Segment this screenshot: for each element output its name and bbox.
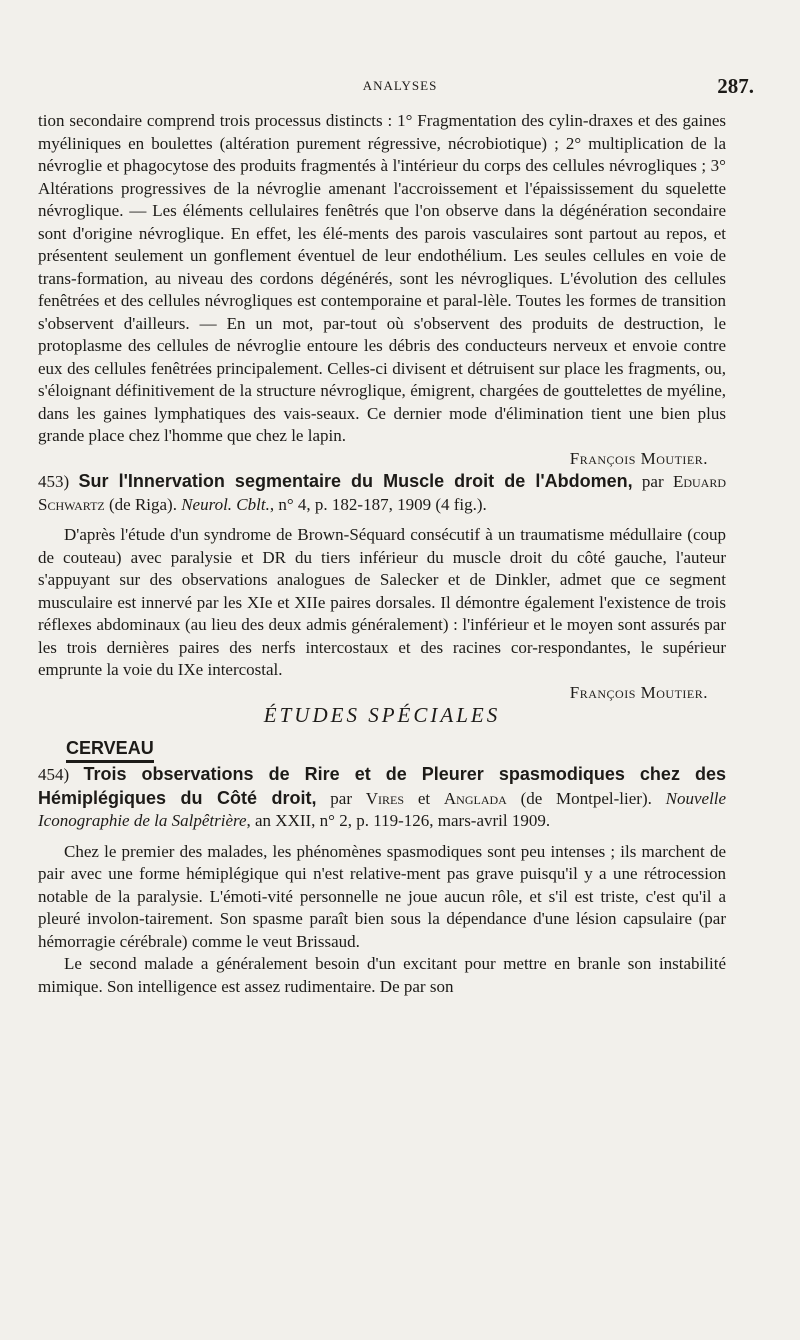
article-and: et [417, 788, 431, 808]
article-reference: , n° 4, p. 182-187, 1909 (4 fig.). [269, 494, 487, 514]
article-journal: Neurol. Cblt. [181, 494, 270, 514]
page-body [38, 110, 726, 998]
running-head: ANALYSES [362, 78, 438, 93]
article-reference: , an XXII, n° 2, p. 119-126, mars-avril 1909. [246, 811, 551, 830]
article-place: (de Riga). [108, 494, 177, 514]
article-heading-453 [38, 470, 726, 516]
article-heading-454 [38, 763, 726, 833]
article-by: par [330, 788, 353, 808]
paragraph-abstract-453: D'après l'étude d'un syndrome de Brown-Séquard consécutif à un traumatisme médullaire (coup de couteau) avec paralysie et DR du tiers inférieur du muscle droit du côté gauche, l'auteur s'appuyant sur des observations analogues de Salecker et de Dinkler, admet que ce segment musculaire est innervé par les XIe et XIIe paires dorsales. Il démontre également l'existence de trois réflexes abdominaux (au lieu des deux admis généralement) : l'inférieur et le moyen sont assurés par les trois dernières paires des nerfs intercostaux et des racines cor-respondantes, le supérieur emprunte la voie du IXe intercostal. [38, 525, 726, 679]
signature: François Moutier. [569, 448, 708, 468]
section-title: ÉTUDES SPÉCIALES [263, 703, 501, 727]
article-author: Vires [365, 788, 405, 808]
paragraph-continuation: tion secondaire comprend trois processus distincts : 1° Fragmentation des cylin-draxes et des gaines myéliniques en boulettes (altération purement régressive, nécrobiotique) ; 2° multiplication de la névroglie et phagocytose des produits fragmentés à l'intérieur du corps des cellules névrogliques ; 3° Altérations progressives de la névroglie amenant l'accroissement et l'épaississement du squelette névroglique. — Les éléments cellulaires fenêtrés que l'on observe dans la dégénération secondaire sont d'origine névroglique. En effet, les élé-ments des parois vasculaires sont partout au repos, et présentent seulement un gonflement éventuel de leur endothélium. Les seules cellules en voie de trans-formation, au niveau des cordons dégénérés, sont les névrogliques. L'évolution des cellules fenêtrées et des cellules névrogliques est contemporaine et paral-lèle. Toutes les formes de transition s'observent d'ailleurs. — En un mot, par-tout où s'observent des produits de destruction, le protoplasme des cellules de névroglie entoure les débris des conducteurs nerveux et envoie contre eux des cellules fenêtrées principalement. Celles-ci divisent et détruisent sur place les fragments, ou, s'éloignant définitivement de la structure névroglique, émigrent, chargées de gouttelettes de myéline, dans les gaines lymphatiques des vais-seaux. Ce dernier mode d'élimination tient une bien plus grande place chez l'homme que chez le lapin. [38, 111, 726, 445]
article-number: 453) [38, 472, 70, 491]
article-place: (de Montpel-lier). [520, 788, 652, 808]
article-journal: Nouvelle Iconographie de la Salpêtrière [38, 788, 727, 830]
article-author: Anglada [443, 788, 507, 808]
paragraph-abstract-454: Chez le premier des malades, les phénomènes spasmodiques sont peu intenses ; ils marchent de pair avec une forme hémiplégique qui n'est relative-ment pas grave puisqu'il y a une rétrocession notable de la paralysie. L'émoti-vité personnelle ne joue aucun rôle, et s'il est triste, c'est qu'il a pleuré involon-tairement. Son spasme paraît bien sous la dépendance d'une lésion capsulaire (par hémorragie cérébrale) comme le veut Brissaud. [38, 841, 726, 951]
page-header [38, 74, 762, 102]
signature: François Moutier. [569, 682, 708, 702]
section-subtitle: CERVEAU [66, 737, 154, 764]
article-author: Eduard Schwartz [38, 472, 727, 514]
article-title: Sur l'Innervation segmentaire du Muscle droit de l'Abdomen, [78, 471, 633, 491]
article-title: Trois observations de Rire et de Pleurer spasmodiques chez des Hémiplégiques du Côté droit, [38, 764, 726, 808]
paragraph-abstract-454-cont: Le second malade a généralement besoin d'un excitant pour mettre en branle son instabilité mimique. Son intelligence est assez rudimentaire. De par son [38, 954, 726, 996]
article-by: par [641, 472, 664, 491]
article-number: 454) [38, 765, 70, 784]
page-number: 287. [717, 74, 754, 98]
